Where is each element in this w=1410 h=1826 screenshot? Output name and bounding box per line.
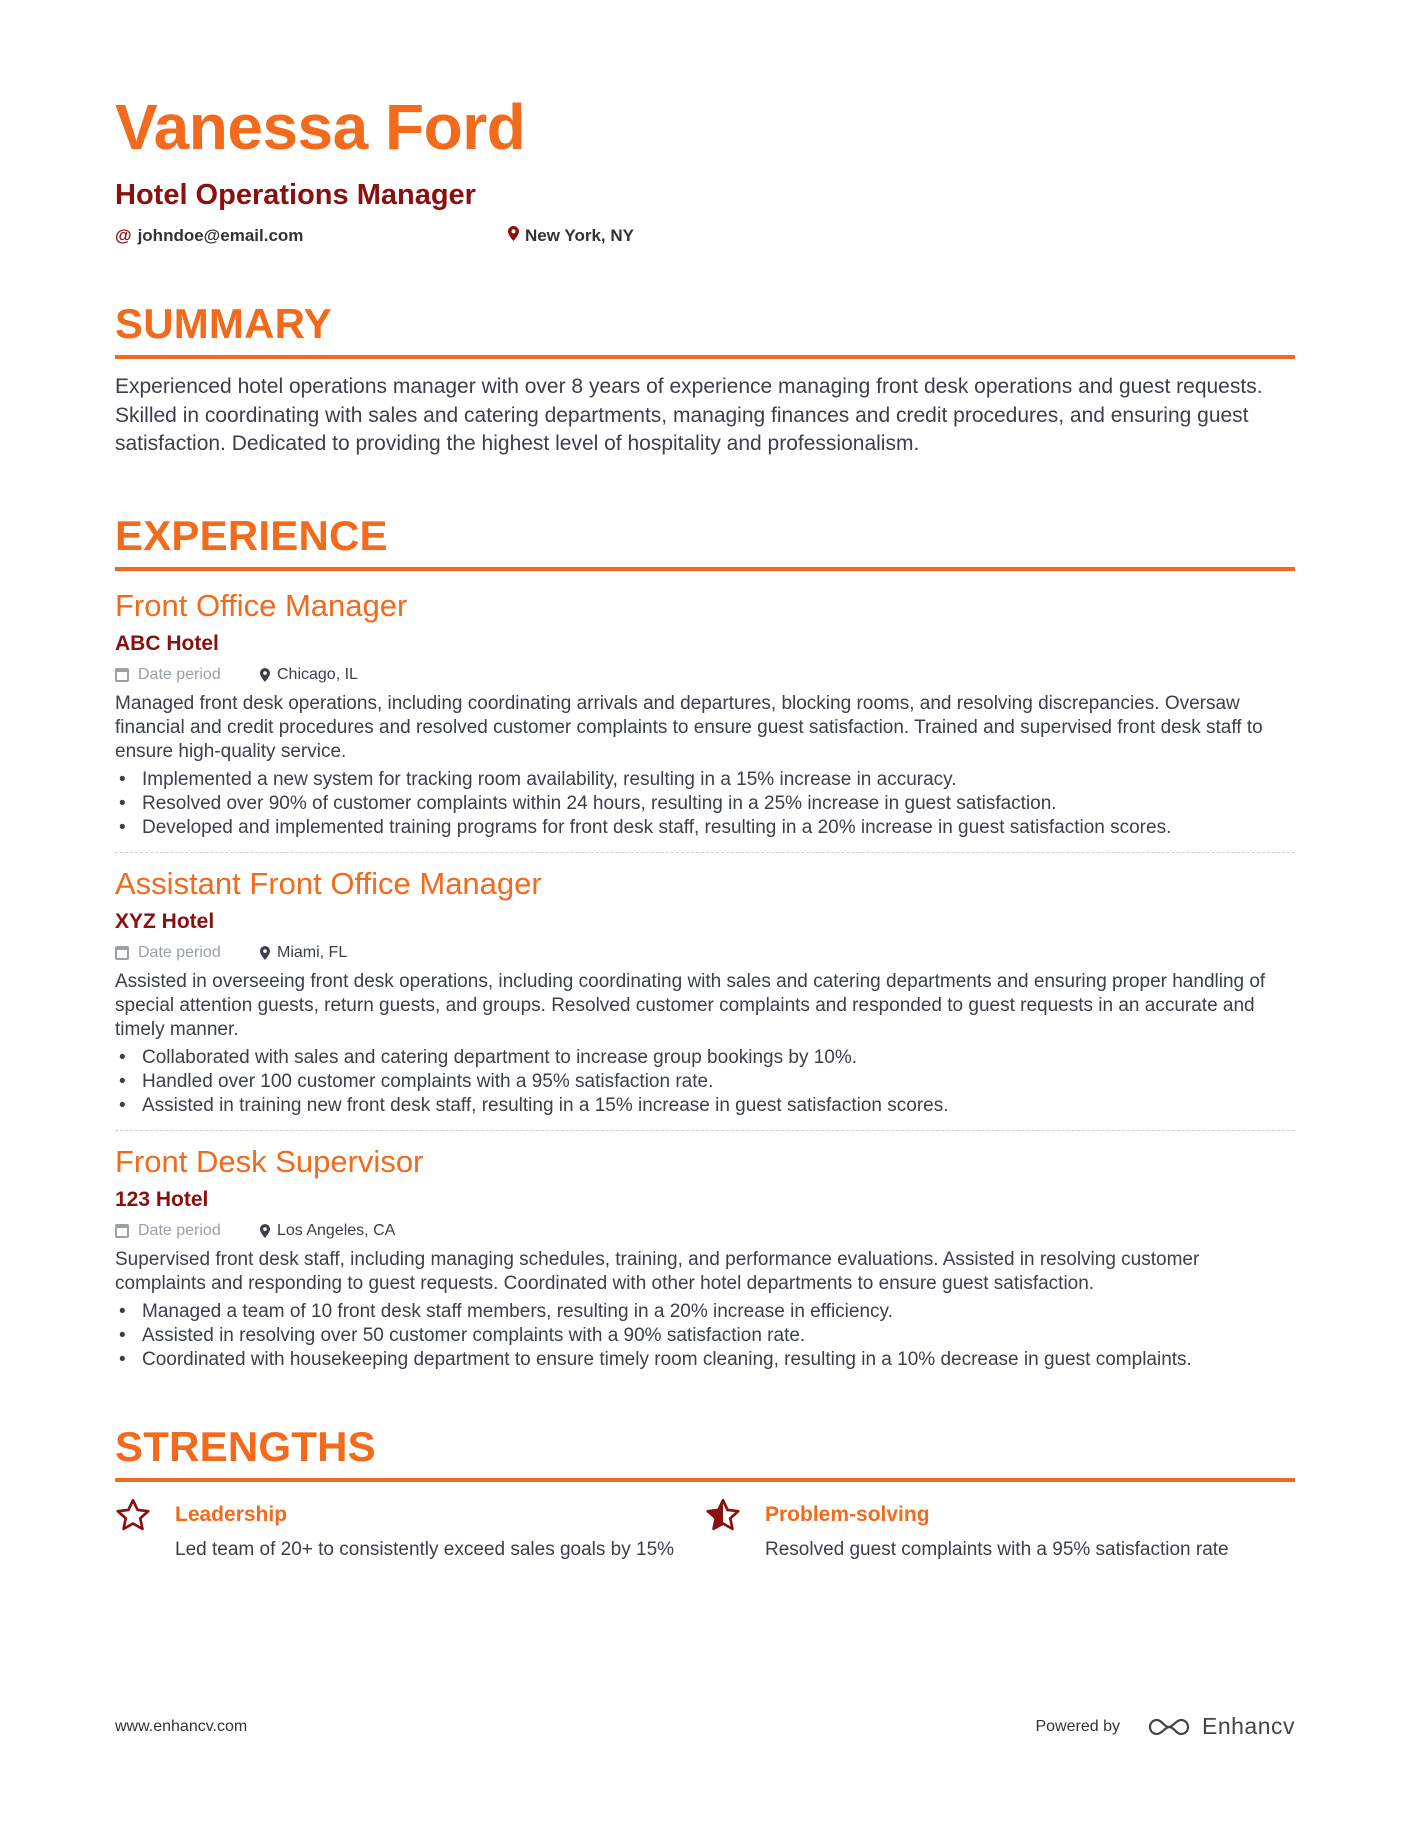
star-half-icon (705, 1498, 765, 1562)
job-location (260, 1222, 395, 1240)
strength-title: Problem-solving (765, 1502, 930, 1526)
experience-item (115, 1130, 1295, 1384)
date-text: Date period (138, 665, 221, 683)
bullet-item: • Developed and implemented training programs for front desk staff, resulting in a 20% increase in guest satisfaction scores. (115, 816, 1295, 840)
job-meta (115, 1222, 1295, 1240)
location-pin-icon (508, 226, 519, 246)
location-text: Chicago, IL (277, 665, 358, 683)
calendar-icon (115, 1224, 129, 1238)
star-outline-icon (115, 1498, 175, 1562)
email-text: johndoe@email.com (137, 226, 304, 245)
strengths-heading: STRENGTHS (115, 1426, 1295, 1482)
bullet-item: • Handled over 100 customer complaints with a 95% satisfaction rate. (115, 1070, 1295, 1094)
strength-title: Leadership (175, 1502, 288, 1526)
candidate-name: Vanessa Ford (115, 91, 526, 163)
job-description: Managed front desk operations, including coordinating arrivals and departures, blocking rooms, and resolving discrepancies. Oversaw financial and credit procedures and resolved customer complaints to ensure guest satisfaction. Trained and supervised front desk staff to ensure high-quality service. (115, 692, 1263, 762)
strength-description: Led team of 20+ to consistently exceed sales goals by 15% (175, 1538, 675, 1560)
contact-row (115, 226, 1295, 246)
summary-text: Experienced hotel operations manager with over 8 years of experience managing front desk operations and guest requests. Skilled in coordinating with sales and catering departments, managing finances and credit procedures, and ensuring guest satisfaction. Dedicated to providing the highest level of hospitality and professionalism. (115, 375, 1263, 455)
footer-website-link[interactable]: www.enhancv.com (115, 1717, 248, 1735)
brand-name: Enhancv (1201, 1713, 1295, 1739)
strengths-list (115, 1498, 1295, 1562)
experience-item (115, 852, 1295, 1130)
powered-by-label: Powered by (1035, 1717, 1120, 1735)
job-meta (115, 666, 1295, 684)
job-bullets (115, 768, 1295, 840)
strength-item (705, 1498, 1295, 1562)
job-title: Assistant Front Office Manager (115, 865, 542, 901)
job-description: Assisted in overseeing front desk operations, including coordinating with sales and catering departments and ensuring proper handling of special attention guests, return guests, and groups. Resolved customer complaints and responded to guest requests in an accurate and timely manner. (115, 970, 1266, 1040)
calendar-icon (115, 946, 129, 960)
contact-email[interactable] (115, 226, 508, 246)
job-bullets (115, 1046, 1295, 1118)
location-text: New York, NY (525, 226, 634, 245)
calendar-icon (115, 668, 129, 682)
job-meta (115, 944, 1295, 962)
job-title: Front Desk Supervisor (115, 1143, 424, 1179)
strength-description: Resolved guest complaints with a 95% satisfaction rate (765, 1538, 1229, 1560)
location-pin-icon (260, 946, 270, 960)
location-text: Los Angeles, CA (277, 1221, 396, 1239)
job-location (260, 666, 358, 684)
bullet-item: • Managed a team of 10 front desk staff members, resulting in a 20% increase in efficiency. (115, 1300, 1295, 1324)
resume-page (115, 91, 1295, 1562)
bullet-item: • Collaborated with sales and catering department to increase group bookings by 10%. (115, 1046, 1295, 1070)
company-name: 123 Hotel (115, 1187, 209, 1211)
job-date (115, 666, 260, 684)
enhancv-logo-icon (1146, 1715, 1192, 1739)
at-icon: @ (115, 226, 132, 245)
experience-heading: EXPERIENCE (115, 515, 1295, 571)
location-pin-icon (260, 668, 270, 682)
footer-brand (1035, 1713, 1295, 1740)
bullet-item: • Assisted in resolving over 50 customer complaints with a 90% satisfaction rate. (115, 1324, 1295, 1348)
job-bullets (115, 1300, 1295, 1372)
bullet-item: • Coordinated with housekeeping department to ensure timely room cleaning, resulting in a 10% decrease in guest complaints. (115, 1348, 1295, 1372)
experience-list (115, 571, 1295, 1384)
job-date (115, 1222, 260, 1240)
date-text: Date period (138, 943, 221, 961)
job-date (115, 944, 260, 962)
footer (115, 1713, 1295, 1740)
location-text: Miami, FL (277, 943, 348, 961)
experience-item (115, 571, 1295, 852)
job-location (260, 944, 347, 962)
location-pin-icon (260, 1224, 270, 1238)
enhancv-logo[interactable] (1146, 1713, 1295, 1740)
date-text: Date period (138, 1221, 221, 1239)
company-name: ABC Hotel (115, 631, 219, 655)
job-title: Front Office Manager (115, 587, 408, 623)
bullet-item: • Assisted in training new front desk staff, resulting in a 15% increase in guest satisfaction scores. (115, 1094, 1295, 1118)
bullet-item: • Resolved over 90% of customer complaints within 24 hours, resulting in a 25% increase in guest satisfaction. (115, 792, 1295, 816)
job-description: Supervised front desk staff, including managing schedules, training, and performance evaluations. Assisted in resolving customer complaints and responding to guest requests. Coordinated with other hotel departments to ensure guest satisfaction. (115, 1248, 1200, 1294)
company-name: XYZ Hotel (115, 909, 215, 933)
summary-heading: SUMMARY (115, 303, 1295, 359)
contact-location (508, 226, 634, 246)
candidate-title: Hotel Operations Manager (115, 179, 476, 211)
strength-item (115, 1498, 705, 1562)
bullet-item: • Implemented a new system for tracking room availability, resulting in a 15% increase in accuracy. (115, 768, 1295, 792)
